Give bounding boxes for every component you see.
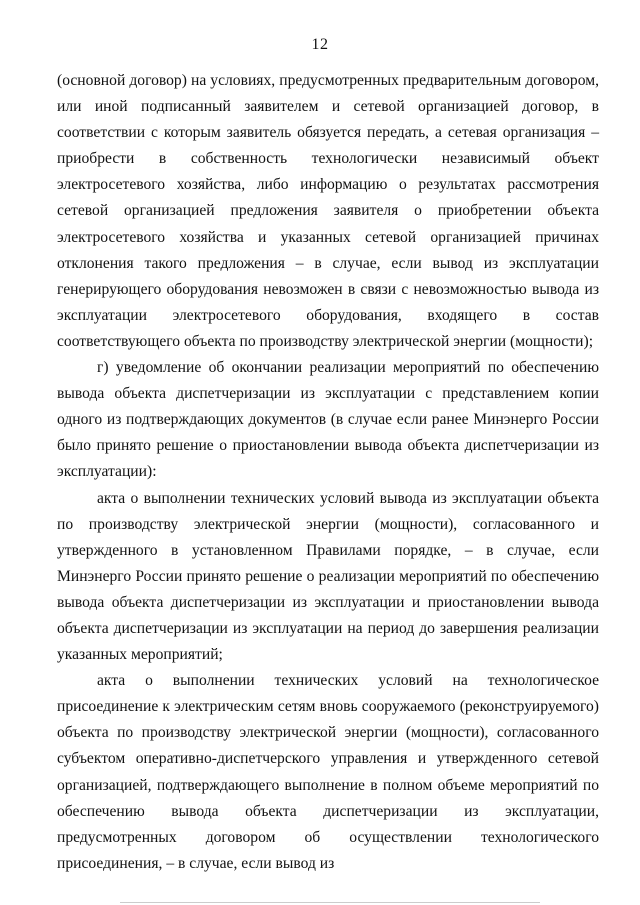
page-number: 12	[311, 36, 329, 53]
bottom-scan-line	[120, 902, 540, 903]
paragraph-continuation: (основной договор) на условиях, предусмотренных предварительным договором, или иной подписанный заявителем и сетевой организацией договор, в соответствии с которым заявитель обязуется передать, а сетевая организация – приобрести в собственность технологически независимый объект электросетевого хозяйства, либо информацию о результатах рассмотрения сетевой организацией предложения заявителя о приобретении объекта электросетевого хозяйства и указанных сетевой организацией причинах отклонения такого предложения – в случае, если вывод из эксплуатации генерирующего оборудования невозможен в связи с невозможностью вывода из эксплуатации электросетевого оборудования, входящего в состав соответствующего объекта по производству электрической энергии (мощности);	[57, 72, 599, 350]
paragraph-item-g: г) уведомление об окончании реализации мероприятий по обеспечению вывода объекта диспетчеризации из эксплуатации с представлением копии одного из подтверждающих документов (в случае если ранее Минэнерго России было принято решение о приостановлении вывода объекта диспетчеризации из эксплуатации):	[57, 359, 599, 481]
paragraph-act-withdrawal: акта о выполнении технических условий вывода из эксплуатации объекта по производству электрической энергии (мощности), согласованного и утвержденного в установленном Правилами порядке, – в случае, если Минэнерго России принято решение о реализации мероприятий по обеспечению вывода объекта диспетчеризации из эксплуатации и приостановлении вывода объекта диспетчеризации из эксплуатации на период до завершения реализации указанных мероприятий;	[57, 489, 599, 664]
paragraph-act-connection: акта о выполнении технических условий на технологическое присоединение к электрическим сетям вновь сооружаемого (реконструируемого) объекта по производству электрической энергии (мощности), согласованного субъектом оперативно-диспетчерского управления и утвержденного сетевой организацией, подтверждающего выполнение в полном объеме мероприятий по обеспечению вывода объекта диспетчеризации из эксплуатации, предусмотренных договором об осуществлении технологического присоединения, – в случае, если вывод из	[57, 672, 599, 872]
document-body	[57, 68, 599, 877]
